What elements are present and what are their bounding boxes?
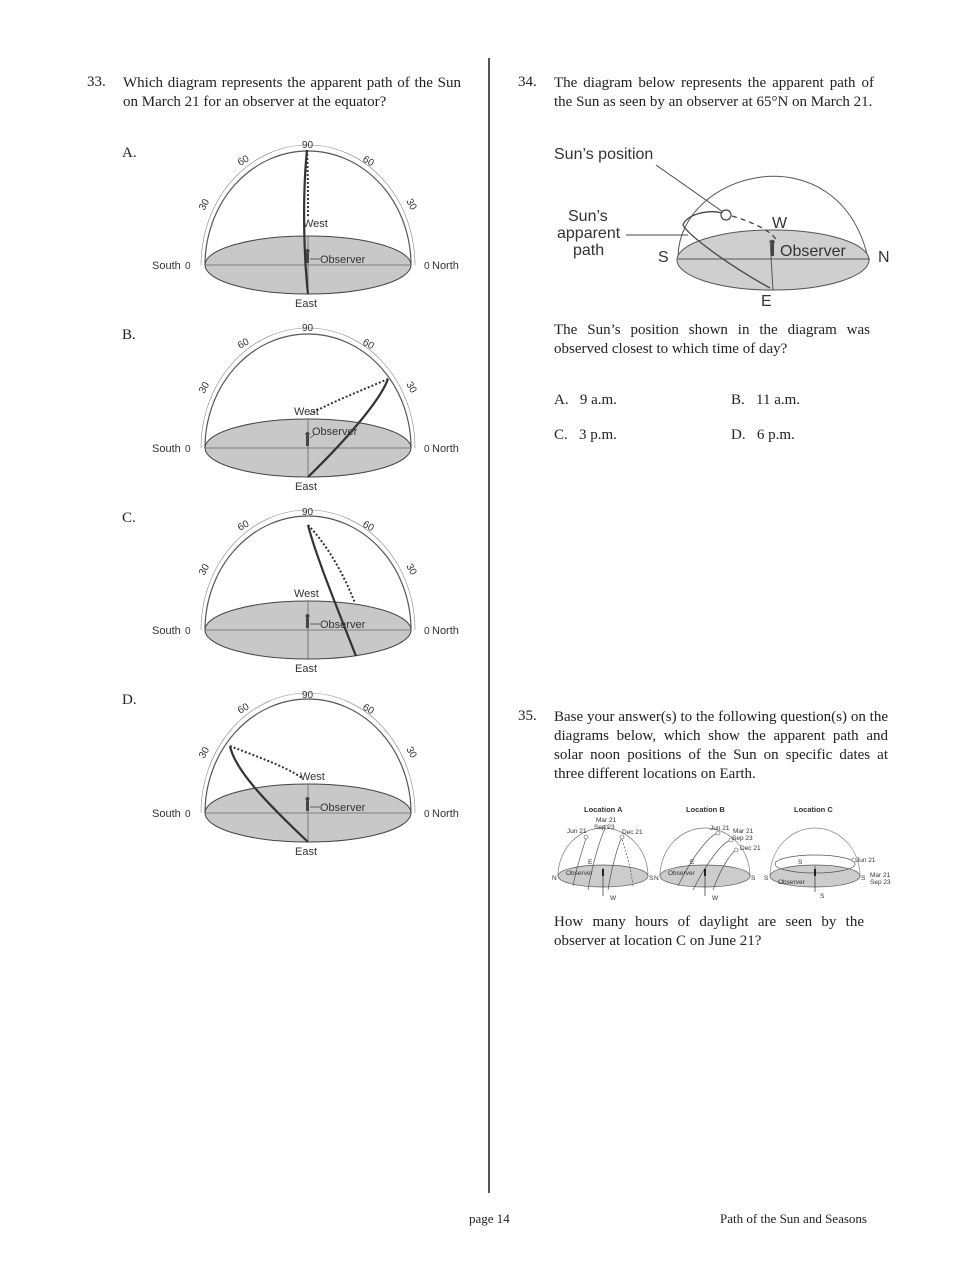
tick-30-right: 30	[403, 380, 419, 396]
south-label: South	[152, 808, 181, 820]
choice-letter: B.	[731, 392, 745, 408]
q33-option-c-label[interactable]: C.	[122, 510, 136, 526]
b-w: W	[712, 895, 719, 902]
observer-figure	[306, 432, 310, 446]
west-label: W	[772, 215, 788, 232]
horizon-disc	[205, 419, 411, 477]
q34-number: 34.	[518, 74, 537, 90]
east-label: East	[295, 663, 318, 675]
choice-letter: C.	[554, 427, 568, 443]
horizon-disc	[677, 230, 870, 290]
tick-60-right: 60	[360, 154, 376, 170]
c-observer: Observer	[778, 879, 805, 886]
b-jun21: Jun 21	[710, 825, 730, 832]
a-n: N	[552, 875, 557, 882]
q33-diagram-c	[140, 503, 480, 679]
tick-60-left: 60	[236, 518, 252, 534]
east-label: East	[295, 298, 318, 310]
b-sep23: Sep 23	[732, 835, 753, 842]
observer-label: Observer	[320, 619, 366, 631]
east-label: E	[761, 293, 772, 310]
tick-90: 90	[302, 507, 314, 518]
path-label-line3: path	[573, 242, 605, 259]
tick-0-right: 0	[424, 626, 430, 637]
q35-text: Base your answer(s) to the following question(s) on the diagrams below, which show the apparent path and solar noon positions of the Sun on specific dates at three different locations on Earth.	[554, 709, 888, 782]
q34-choice-b[interactable]	[731, 392, 800, 409]
q34-choice-d[interactable]	[731, 427, 795, 444]
tick-30-left: 30	[197, 562, 213, 578]
c-s-left: S	[764, 875, 769, 882]
north-label: North	[432, 443, 459, 455]
tick-90: 90	[302, 140, 314, 151]
a-jun21: Jun 21	[567, 828, 587, 835]
south-label: South	[152, 443, 181, 455]
b-mar21: Mar 21	[733, 828, 754, 835]
observer-label: Observer	[312, 426, 358, 438]
b-s: S	[751, 875, 756, 882]
observer-label: Observer	[320, 254, 366, 266]
c-mar21: Mar 21	[870, 872, 891, 879]
column-divider	[488, 58, 490, 1193]
horizon-disc	[205, 601, 411, 659]
q34-diagram	[548, 140, 898, 310]
location-a-label: Location A	[584, 805, 623, 814]
tick-0-left: 0	[185, 261, 191, 272]
east-label: East	[295, 481, 318, 493]
tick-0-left: 0	[185, 626, 191, 637]
observer-figure	[306, 614, 310, 628]
a-mar21: Mar 21	[596, 817, 617, 824]
tick-0-right: 0	[424, 809, 430, 820]
tick-60-right: 60	[360, 337, 376, 353]
a-e: E	[588, 859, 593, 866]
suns-position-label: Sun’s position	[554, 146, 654, 163]
q34-choice-c[interactable]	[554, 427, 617, 444]
q33-option-d-label[interactable]: D.	[122, 692, 137, 708]
tick-60-right: 60	[360, 702, 376, 718]
observer-figure	[306, 249, 310, 263]
q33-diagram-a	[140, 138, 480, 314]
west-label: West	[294, 588, 319, 600]
tick-0-left: 0	[185, 444, 191, 455]
q33-diagram-b	[140, 321, 480, 497]
a-observer: Observer	[566, 870, 593, 877]
q35-number: 35.	[518, 708, 537, 724]
north-label: North	[432, 808, 459, 820]
west-label: West	[303, 218, 328, 230]
tick-0-left: 0	[185, 809, 191, 820]
q35-question	[554, 913, 864, 951]
c-sep23: Sep 23	[870, 879, 891, 886]
choice-text: 9 a.m.	[579, 392, 617, 408]
a-w: W	[610, 895, 617, 902]
choice-text: 6 p.m.	[756, 427, 795, 443]
choice-text: 11 a.m.	[756, 392, 801, 408]
location-c-label: Location C	[794, 805, 833, 814]
tick-30-left: 30	[197, 380, 213, 396]
tick-60-right: 60	[360, 519, 376, 535]
observer-label: Observer	[780, 243, 846, 260]
q35-question-text: How many hours of daylight are seen by the observer at location C on June 21?	[554, 914, 864, 949]
horizon-disc	[205, 784, 411, 842]
b-e: E	[690, 859, 695, 866]
tick-30-right: 30	[403, 197, 419, 213]
a-sep23: Sep 23	[594, 824, 615, 831]
q33-option-a-label[interactable]: A.	[122, 145, 137, 161]
q35-diagram	[548, 800, 898, 905]
a-s: S	[649, 875, 654, 882]
tick-60-left: 60	[236, 701, 252, 717]
south-label: South	[152, 260, 181, 272]
east-label: East	[295, 846, 318, 858]
path-label-line2: apparent	[557, 225, 621, 242]
tick-30-right: 30	[403, 562, 419, 578]
page-number: page 14	[469, 1211, 510, 1226]
a-dec21: Dec 21	[622, 829, 643, 836]
b-observer: Observer	[668, 870, 695, 877]
tick-60-left: 60	[236, 153, 252, 169]
observer-figure	[306, 797, 310, 811]
choice-letter: D.	[731, 427, 746, 443]
c-s-top: S	[798, 859, 803, 866]
west-label: West	[300, 771, 325, 783]
north-label: North	[432, 625, 459, 637]
tick-30-left: 30	[197, 197, 213, 213]
location-b-label: Location B	[686, 805, 725, 814]
tick-90: 90	[302, 323, 314, 334]
choice-text: 3 p.m.	[579, 427, 617, 443]
observer-label: Observer	[320, 802, 366, 814]
c-s-right: S	[861, 875, 866, 882]
q33-diagram-d	[140, 686, 480, 862]
b-dec21: Dec 21	[740, 845, 761, 852]
q33-number: 33.	[87, 74, 106, 90]
b-n: N	[654, 875, 659, 882]
q34-question: The Sun’s position shown in the diagram was observed closest to which time of day?	[554, 322, 870, 357]
q34-choice-a[interactable]	[554, 392, 617, 409]
c-s-bottom: S	[820, 893, 825, 900]
section-title: Path of the Sun and Seasons	[720, 1211, 867, 1226]
choice-letter: A.	[554, 392, 569, 408]
tick-90: 90	[302, 690, 314, 701]
q33-option-b-label[interactable]: B.	[122, 327, 136, 343]
tick-60-left: 60	[236, 336, 252, 352]
north-label: North	[432, 260, 459, 272]
q33-text: Which diagram represents the apparent path of the Sun on March 21 for an observer at the equator?	[123, 75, 461, 110]
path-label-line1: Sun’s	[568, 208, 608, 225]
q34-text: The diagram below represents the apparent path of the Sun as seen by an observer at 65°N on March 21.	[554, 75, 874, 110]
tick-30-right: 30	[403, 745, 419, 761]
south-label: S	[658, 249, 669, 266]
c-jun21: Jun 21	[856, 857, 876, 864]
south-label: South	[152, 625, 181, 637]
north-label: N	[878, 249, 890, 266]
tick-0-right: 0	[424, 261, 430, 272]
tick-30-left: 30	[197, 745, 213, 761]
tick-0-right: 0	[424, 444, 430, 455]
west-label: West	[294, 406, 319, 418]
